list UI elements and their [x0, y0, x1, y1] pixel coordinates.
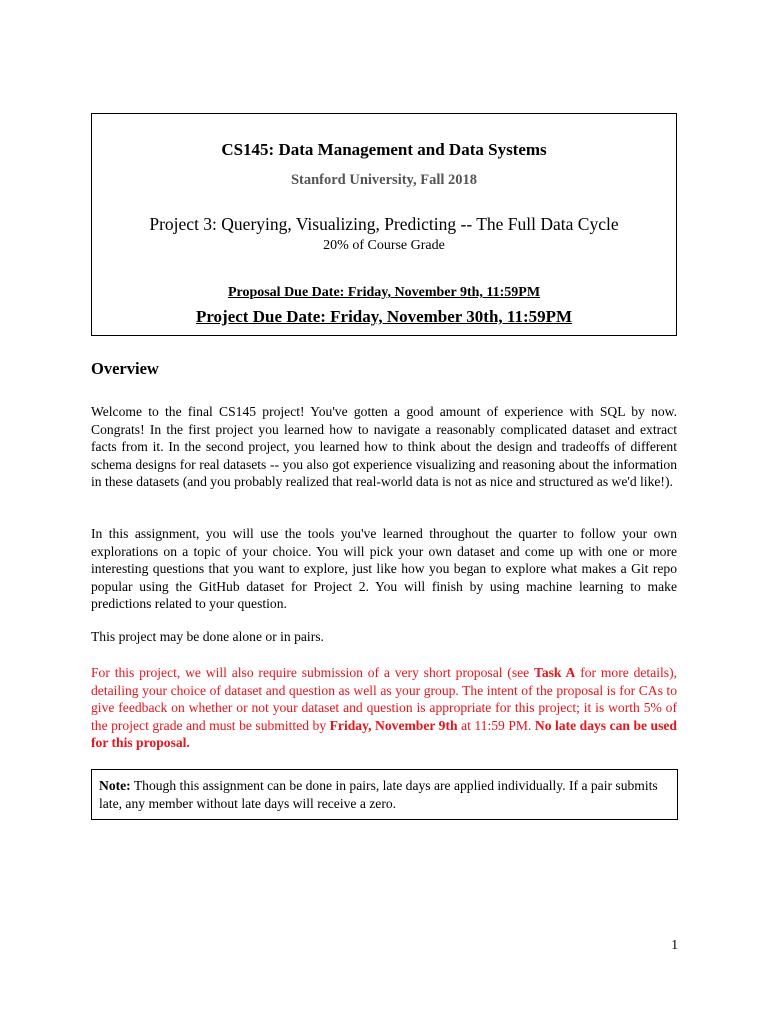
proposal-notice-text-1: For this project, we will also require submission of a very short proposal (see: [91, 665, 535, 680]
note-box: [91, 769, 678, 820]
project-due-date: Project Due Date: Friday, November 30th, 11:59PM: [195, 307, 573, 326]
overview-paragraph-1: Welcome to the final CS145 project! You've gotten a good amount of experience with SQL by now. Congrats! In the first project you learned how to navigate a reasonably complicated dataset and extract facts from it. In the second project, you learned how to think about the design and tradeoffs of different schema designs for real datasets -- you also got experience visualizing and reasoning about the information in these datasets (and you probably realized that real-world data is not as nice and structured as we'd like!).: [91, 404, 677, 489]
proposal-notice-text-2: for more details), detailing your choice of dataset and question as well as your group. The intent of the proposal is for CAs to give feedback on whether or not your dataset and question is appropriate for this project; it is worth 5% of the project grade and must be submitted by: [91, 665, 678, 733]
title-box: [91, 113, 677, 336]
proposal-deadline: Friday, November 9th: [329, 717, 458, 733]
proposal-due-date: Proposal Due Date: Friday, November 9th, 11:59PM: [227, 285, 541, 300]
overview-paragraph-3: This project may be done alone or in pairs.: [91, 629, 324, 644]
university-term: Stanford University, Fall 2018: [290, 172, 478, 188]
task-a-reference: Task A: [534, 665, 576, 680]
page-number: 1: [671, 937, 678, 952]
proposal-notice: [91, 664, 677, 752]
project-title: Project 3: Querying, Visualizing, Predicting -- The Full Data Cycle: [149, 214, 619, 234]
note-label: Note:: [99, 778, 131, 793]
overview-heading: Overview: [91, 359, 159, 378]
grade-weight: 20% of Course Grade: [323, 238, 445, 253]
overview-paragraph-2: In this assignment, you will use the tools you've learned throughout the quarter to follow your own explorations on a topic of your choice. You will pick your own dataset and come up with one or more interesting questions that you want to explore, just like how you began to explore what makes a Git repo popular using the GitHub dataset for Project 2. You will finish by using machine learning to make predictions related to your question.: [91, 526, 677, 611]
no-late-days-warning: No late days can be used for this proposal.: [91, 717, 677, 750]
course-title: CS145: Data Management and Data Systems: [221, 140, 547, 159]
note-text: Though this assignment can be done in pairs, late days are applied individually. If a pair submits late, any member without late days will receive a zero.: [99, 778, 658, 811]
proposal-notice-text-3: at 11:59 PM.: [457, 717, 535, 733]
